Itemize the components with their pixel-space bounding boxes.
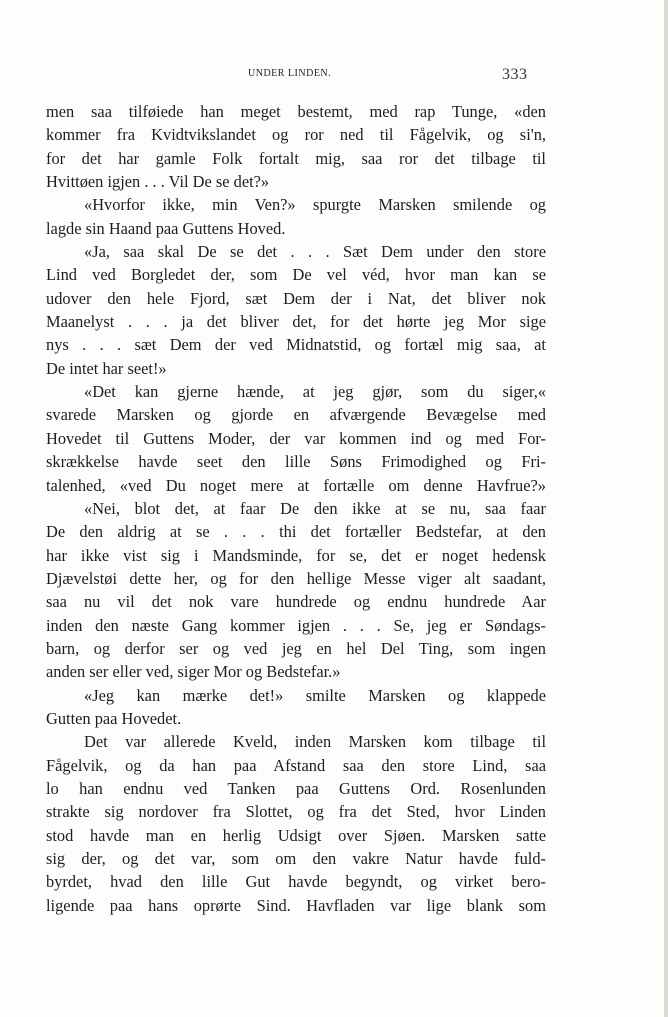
text-line: Hvittøen igjen . . . Vil De se det?»	[46, 172, 270, 192]
text-line: kommer fra Kvidtvikslandet og ror ned til Fågelvik, og si'n,	[46, 125, 546, 145]
text-line: byrdet, hvad den lille Gut havde begyndt, og virket bero-	[46, 872, 546, 892]
text-line: skrækkelse havde seet den lille Søns Frimodighed og Fri-	[46, 452, 546, 472]
text-line: De intet har seet!»	[46, 358, 167, 378]
text-line: nys . . . sæt Dem der ved Midnatstid, og fortæl mig saa, at	[46, 335, 546, 355]
text-line: «Det kan gjerne hænde, at jeg gjør, som du siger,«	[84, 382, 546, 402]
text-line: lagde sin Haand paa Guttens Hoved.	[46, 218, 286, 238]
text-line: sig der, og det var, som om den vakre Natur havde fuld-	[46, 849, 546, 868]
text-line: Maanelyst . . . ja det bliver det, for det hørte jeg Mor sige	[46, 312, 546, 332]
text-line: Det var allerede Kveld, inden Marsken kom tilbage til	[84, 732, 546, 752]
text-line: talenhed, «ved Du noget mere at fortælle om denne Havfrue?»	[46, 475, 546, 495]
text-line: De den aldrig at se . . . thi det fortæller Bedstefar, at den	[46, 522, 546, 542]
text-line: ligende paa hans oprørte Sind. Havfladen var lige blank som	[46, 895, 546, 915]
text-line: Lind ved Borgledet der, som De vel véd, hvor man kan se	[46, 265, 546, 285]
text-line: «Ja, saa skal De se det . . . Sæt Dem under den store	[84, 242, 546, 262]
body-text	[46, 100, 546, 917]
text-line: Djævelstøi dette her, og for den hellige Messe viger alt saadant,	[46, 568, 546, 588]
text-line: anden ser eller ved, siger Mor og Bedstefar.»	[46, 662, 341, 682]
page-header	[0, 66, 668, 86]
text-line: svarede Marsken og gjorde en afværgende Bevægelse med	[46, 405, 546, 425]
text-line: Hovedet til Guttens Moder, der var kommen ind og med For-	[46, 428, 546, 448]
text-line: Gutten paa Hovedet.	[46, 708, 182, 728]
page-number: 333	[502, 66, 528, 83]
text-line: strakte sig nordover fra Slottet, og fra det Sted, hvor Linden	[46, 802, 546, 822]
text-line: Fågelvik, og da han paa Afstand saa den store Lind, saa	[46, 755, 546, 775]
text-line: inden den næste Gang kommer igjen . . . Se, jeg er Søndags-	[46, 615, 546, 635]
text-line: udover den hele Fjord, sæt Dem der i Nat, det bliver nok	[46, 288, 546, 308]
text-line: har ikke vist sig i Mandsminde, for se, det er noget hedensk	[46, 545, 546, 565]
text-line: saa nu vil det nok vare hundrede og endnu hundrede Aar	[46, 592, 546, 612]
text-line: stod havde man en herlig Udsigt over Sjøen. Marsken satte	[46, 825, 546, 845]
text-line: «Hvorfor ikke, min Ven?» spurgte Marsken smilende og	[84, 195, 546, 215]
text-line: barn, og derfor ser og ved jeg en hel Del Ting, som ingen	[46, 638, 546, 658]
page-edge-shadow	[664, 0, 668, 1017]
text-line: men saa tilføiede han meget bestemt, med rap Tunge, «den	[46, 102, 546, 121]
text-line: lo han endnu ved Tanken paa Guttens Ord. Rosenlunden	[46, 778, 546, 798]
running-head: UNDER LINDEN.	[248, 68, 332, 79]
text-line: «Jeg kan mærke det!» smilte Marsken og klappede	[84, 685, 546, 705]
text-line: «Nei, blot det, at faar De den ikke at se nu, saa faar	[84, 498, 546, 518]
text-line: for det har gamle Folk fortalt mig, saa ror det tilbage til	[46, 148, 546, 168]
